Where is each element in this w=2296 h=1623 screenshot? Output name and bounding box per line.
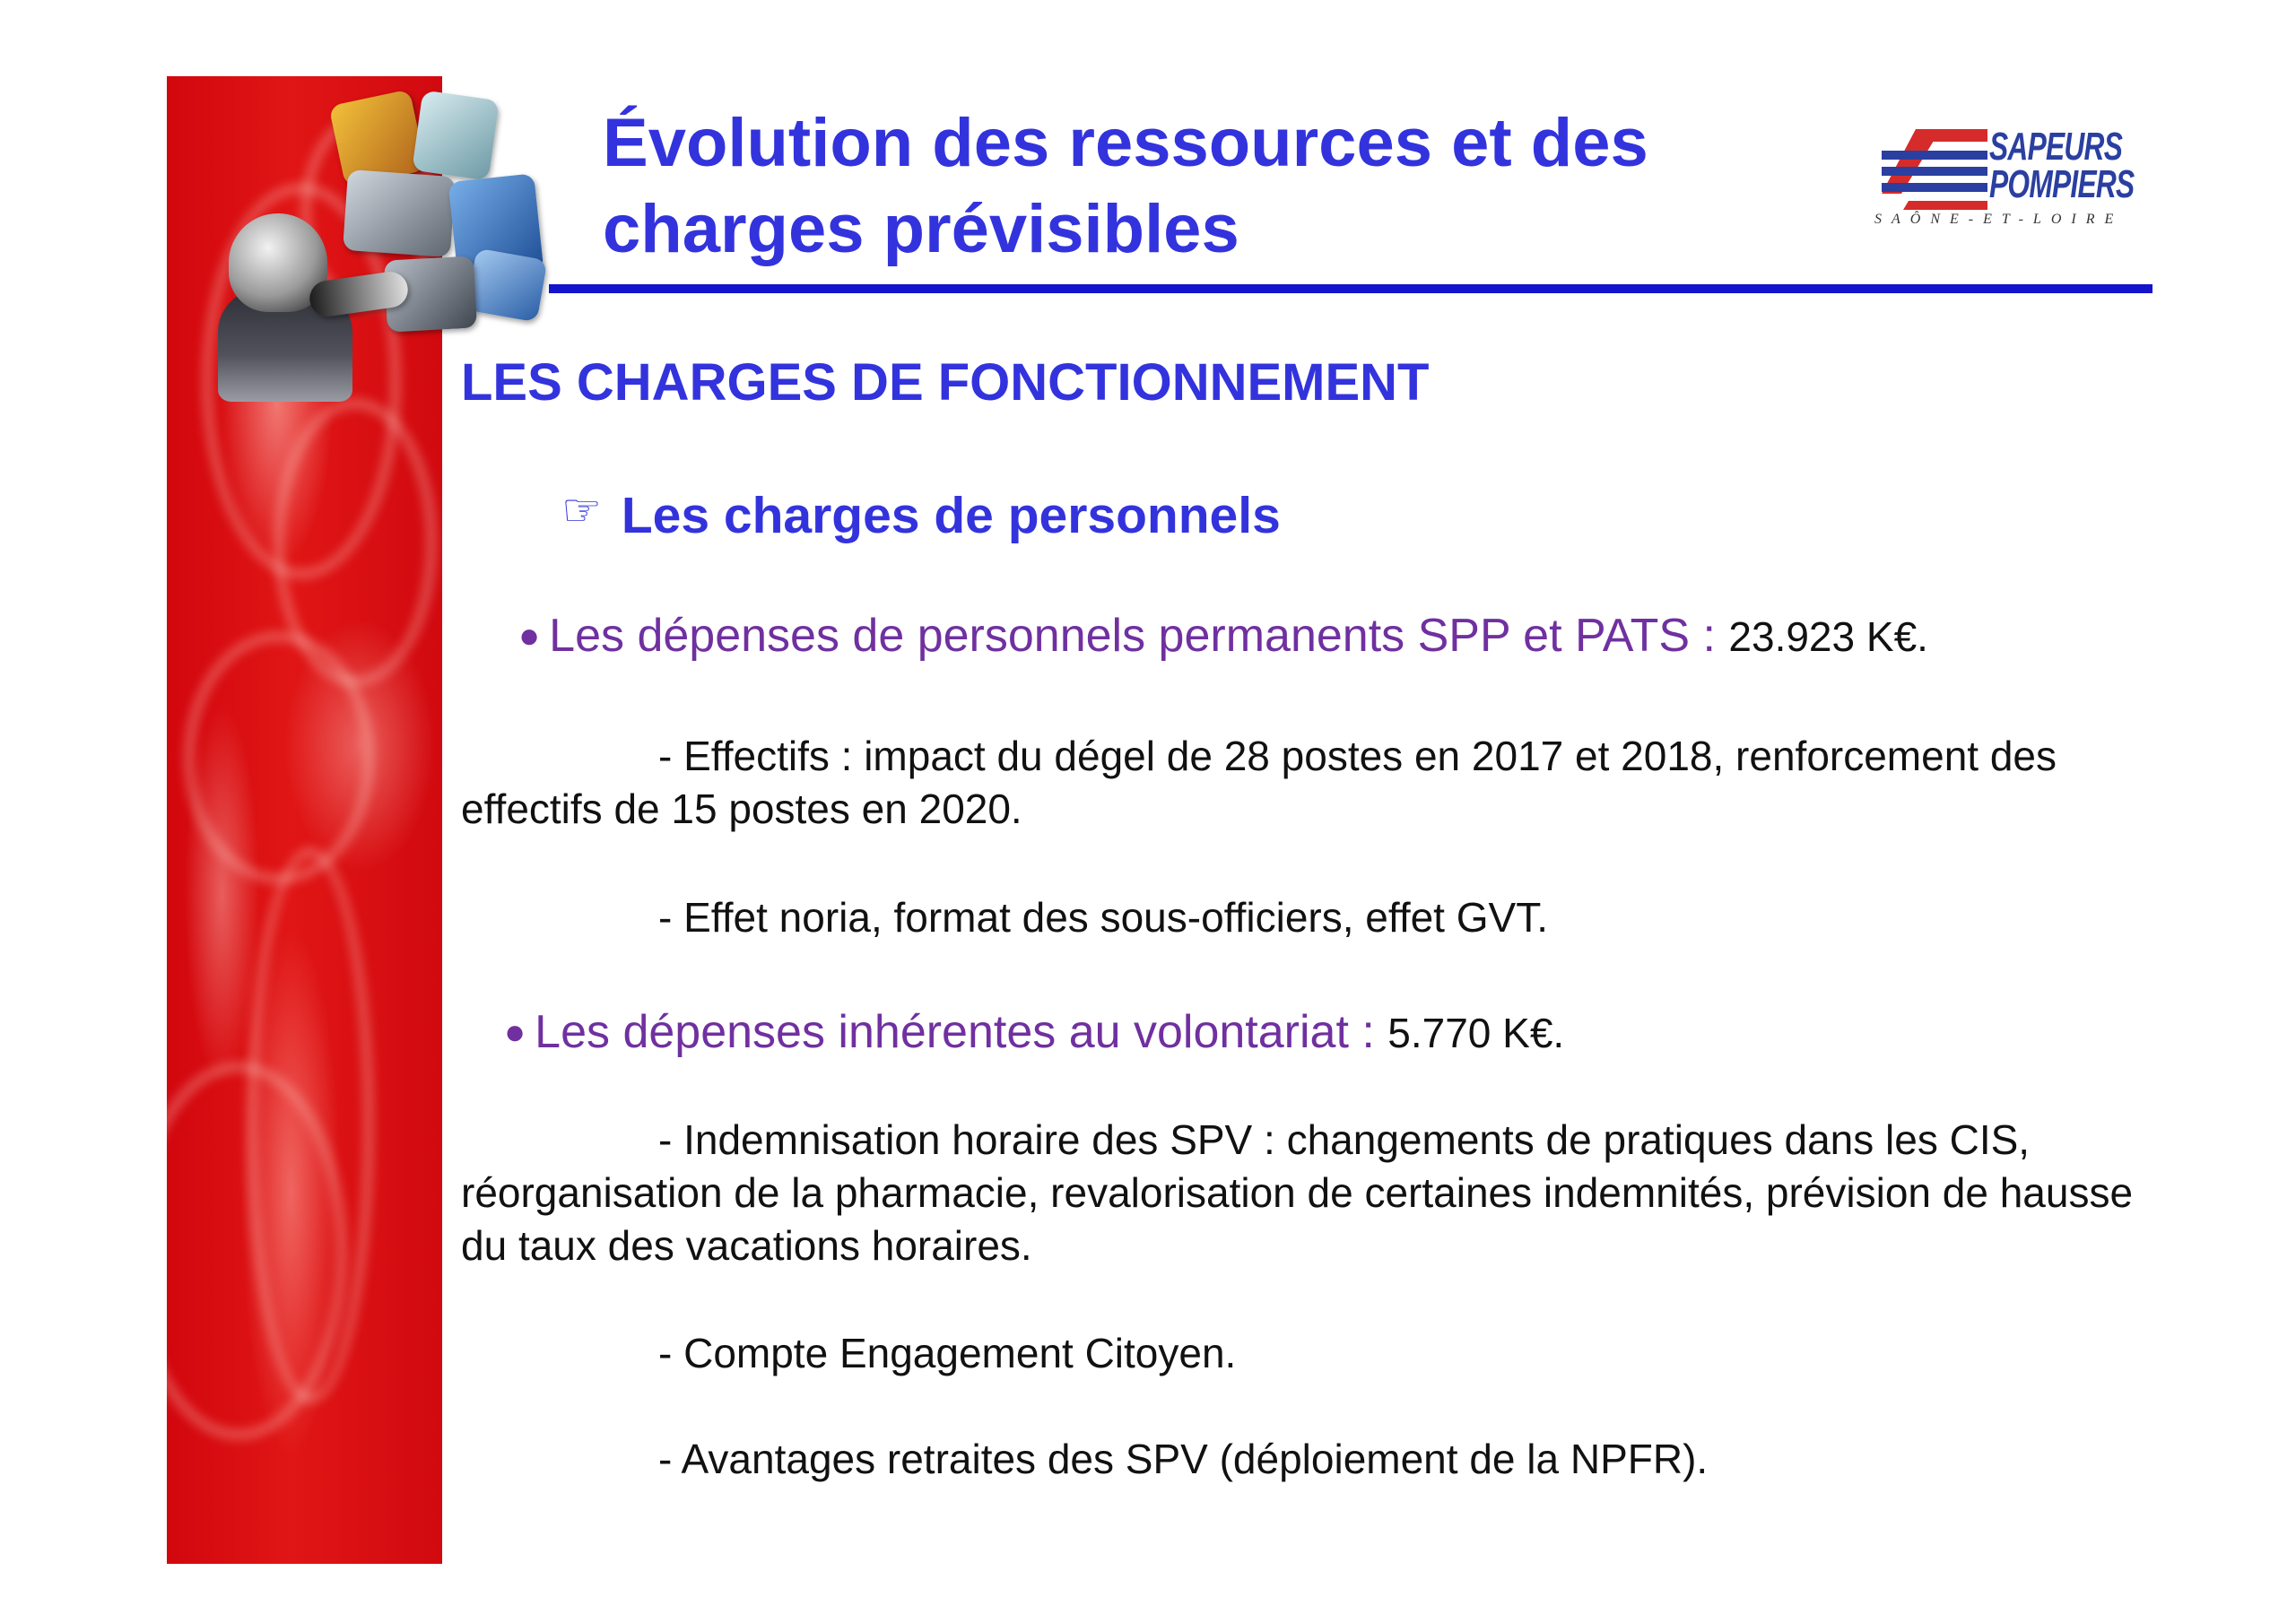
bullet-dot-icon: ● <box>504 1012 526 1052</box>
logo-stripes-icon <box>1882 129 1987 210</box>
section-heading: LES CHARGES DE FONCTIONNEMENT <box>461 353 1430 412</box>
sub-heading-text: Les charges de personnels <box>621 487 1281 544</box>
logo-text-line-1: SAPEURS <box>1989 125 2123 169</box>
sub-heading <box>561 484 1281 549</box>
bullet-volunteers <box>504 1002 1564 1065</box>
logo-text-line-2: POMPIERS <box>1989 162 2135 206</box>
bullet-value: 23.923 K€. <box>1728 613 1928 660</box>
title-line-1: Évolution des ressources et des <box>603 105 1648 181</box>
bullet-value: 5.770 K€. <box>1387 1010 1565 1056</box>
sapeurs-pompiers-logo <box>1874 126 2144 233</box>
bullet-label: Les dépenses de personnels permanents SPP et PATS : <box>549 610 1729 662</box>
detail-effectifs: - Effectifs : impact du dégel de 28 postes en 2017 et 2018, renforcement des effectifs de 15 postes en 2020. <box>461 733 2057 832</box>
detail-indemnisation: - Indemnisation horaire des SPV : changements de pratiques dans les CIS, réorganisation de la pharmacie, revalorisation de certaines indemnités, prévision de hausse du taux des vacations horaires. <box>461 1116 2134 1269</box>
bullet-label: Les dépenses inhérentes au volontariat : <box>535 1006 1388 1058</box>
detail-avantages-retraites: - Avantages retraites des SPV (déploiement de la NPFR). <box>658 1436 1709 1482</box>
slide-title <box>603 100 1858 273</box>
title-line-2: charges prévisibles <box>603 191 1239 267</box>
logo-subtitle: SAÔNE-ET-LOIRE <box>1874 212 2124 227</box>
pointing-hand-icon: ☞ <box>561 485 602 535</box>
detail-compte-engagement: - Compte Engagement Citoyen. <box>658 1330 1237 1376</box>
detail-effet-noria: - Effet noria, format des sous-officiers, effet GVT. <box>658 894 1548 941</box>
title-underline <box>549 284 2152 293</box>
bullet-permanent-staff <box>518 606 1928 669</box>
bullet-dot-icon: ● <box>518 616 541 655</box>
